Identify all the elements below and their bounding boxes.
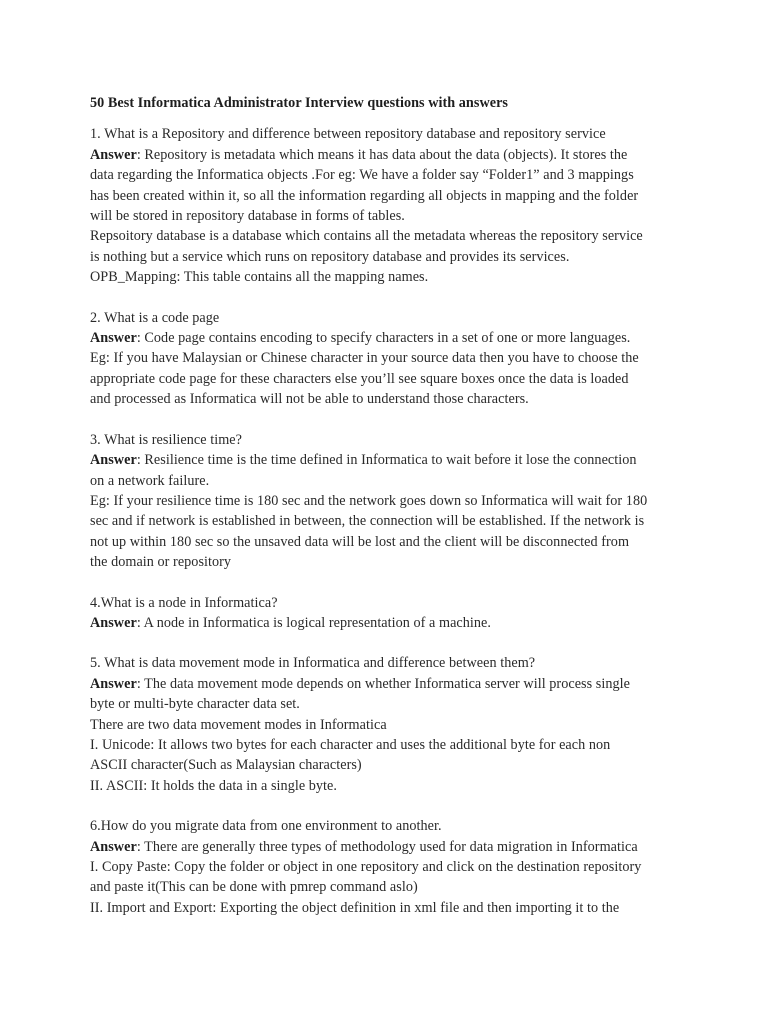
answer-label: Answer <box>90 838 137 855</box>
answer-line: and paste it(This can be done with pmrep command aslo) <box>90 879 418 896</box>
qa-item-6 <box>90 816 690 918</box>
answer-line: will be stored in repository database in forms of tables. <box>90 208 405 225</box>
answer-line: the domain or repository <box>90 554 232 571</box>
question-text: 3. What is resilience time? <box>90 431 242 448</box>
answer-first-line <box>90 837 690 857</box>
answer-first-line <box>90 674 690 694</box>
qa-item-2 <box>90 308 690 410</box>
answer-label: Answer <box>90 675 137 692</box>
answer-line: is nothing but a service which runs on repository database and provides its services. <box>90 248 570 265</box>
answer-first-line <box>90 145 690 165</box>
answer-line: I. Copy Paste: Copy the folder or object in one repository and click on the destination repository <box>90 859 642 875</box>
question-text: 1. What is a Repository and difference between repository database and repository service <box>90 126 606 143</box>
answer-line: and processed as Informatica will not be able to understand those characters. <box>90 391 529 408</box>
qa-item-1 <box>90 124 690 287</box>
answer-line: ASCII character(Such as Malaysian characters) <box>90 757 362 774</box>
answer-line: Repsoitory database is a database which contains all the metadata whereas the repository service <box>90 228 643 245</box>
answer-label: Answer <box>90 614 137 631</box>
qa-item-5 <box>90 653 690 796</box>
answer-line: byte or multi-byte character data set. <box>90 696 300 713</box>
answer-first-line <box>90 450 690 470</box>
answer-first-line <box>90 328 690 348</box>
answer-text: : Repository is metadata which means it has data about the data (objects). It stores the <box>136 146 628 163</box>
answer-line: OPB_Mapping: This table contains all the mapping names. <box>90 269 429 286</box>
answer-line: sec and if network is established in between, the connection will be established. If the network is <box>90 513 645 530</box>
question-text: 5. What is data movement mode in Informatica and difference between them? <box>90 655 536 672</box>
question-text: 4.What is a node in Informatica? <box>90 594 278 611</box>
answer-line: not up within 180 sec so the unsaved data will be lost and the client will be disconnected from <box>90 533 630 550</box>
qa-item-4 <box>90 593 690 634</box>
question-text: 2. What is a code page <box>90 309 220 326</box>
answer-line: II. Import and Export: Exporting the object definition in xml file and then importing it to the <box>90 899 620 916</box>
question-text: 6.How do you migrate data from one environment to another. <box>90 818 442 835</box>
answer-first-line <box>90 613 690 633</box>
answer-text: : There are generally three types of methodology used for data migration in Informatica <box>136 838 638 855</box>
answer-line: Eg: If your resilience time is 180 sec and the network goes down so Informatica will wait for 180 <box>90 492 648 509</box>
answer-line: data regarding the Informatica objects .For eg: We have a folder say “Folder1” and 3 mappings <box>90 167 634 184</box>
answer-label: Answer <box>90 146 137 163</box>
answer-label: Answer <box>90 330 137 347</box>
answer-line: appropriate code page for these characters else you’ll see square boxes once the data is loaded <box>90 370 629 387</box>
qa-item-3 <box>90 430 690 573</box>
answer-text: : Resilience time is the time defined in Informatica to wait before it lose the connection <box>136 452 637 469</box>
answer-text: : Code page contains encoding to specify characters in a set of one or more languages. <box>136 330 631 347</box>
document-body <box>90 93 690 938</box>
answer-label: Answer <box>90 452 137 469</box>
answer-line: has been created within it, so all the information regarding all objects in mapping and the folder <box>90 187 639 204</box>
answer-line: on a network failure. <box>90 472 210 489</box>
document-title: 50 Best Informatica Administrator Interview questions with answers <box>90 95 509 111</box>
answer-line: Eg: If you have Malaysian or Chinese character in your source data then you have to choose the <box>90 350 639 367</box>
answer-line: There are two data movement modes in Informatica <box>90 716 387 733</box>
answer-line: II. ASCII: It holds the data in a single byte. <box>90 777 337 794</box>
answer-text: : A node in Informatica is logical representation of a machine. <box>136 614 491 631</box>
answer-line: I. Unicode: It allows two bytes for each character and uses the additional byte for each non <box>90 736 611 753</box>
answer-text: : The data movement mode depends on whether Informatica server will process single <box>136 675 630 692</box>
